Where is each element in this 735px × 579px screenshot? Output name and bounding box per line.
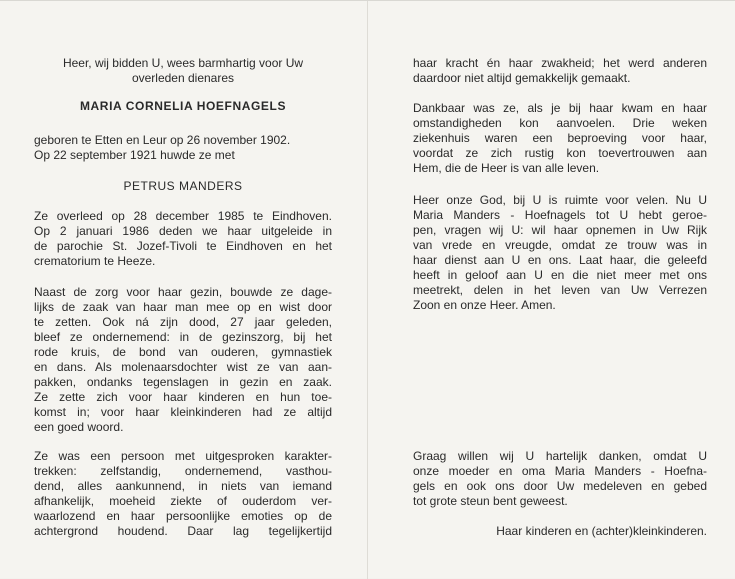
gratitude-line: Hem, die de Heer is van alle leven.	[413, 161, 600, 175]
character-line: dend, alles aankunnend, in niets van iemand	[34, 479, 332, 493]
death-line: crematorium te Heeze.	[34, 254, 156, 268]
thanks-line: tot grote steun bent geweest.	[413, 494, 568, 508]
character-paragraph	[34, 449, 332, 539]
life-line: en dans. Als molenaarsdochter wist ze van aan-	[34, 360, 332, 374]
gratitude-paragraph	[413, 101, 707, 176]
gratitude-line: ziekenhuis waren een beproeving voor haar,	[413, 131, 707, 145]
opening-line: Heer, wij bidden U, wees barmhartig voor Uw	[62, 56, 304, 70]
life-line: lijks de zaak van haar man mee op en wist door	[34, 300, 332, 314]
life-line: Naast de zorg voor haar gezin, bouwde ze dage-	[34, 285, 332, 299]
prayer-line: haar dienst aan U en ons. Laat haar, die geleefd	[413, 253, 707, 267]
continuation-line: daardoor niet altijd gemakkelijk gemaakt.	[413, 71, 631, 85]
character-line: afhankelijk, moeheid ziekte of ouderdom ver-	[34, 494, 332, 508]
prayer-paragraph	[413, 193, 707, 313]
life-line: Ze zette zich voor haar kinderen en hun toe-	[34, 390, 332, 404]
opening-prayer	[34, 56, 332, 86]
birth-line: geboren te Etten en Leur op 26 november 1902.	[34, 133, 291, 147]
death-line: de parochie St. Jozef-Tivoli te Eindhoven en het	[34, 239, 332, 253]
prayer-line: Maria Manders - Hoefnagels tot U hebt geroe-	[413, 208, 707, 222]
prayer-line: heeft in geloof aan U en die niet meer met ons	[413, 268, 707, 282]
character-line: trekken: zelfstandig, ondernemend, vasthou-	[34, 464, 332, 478]
death-paragraph	[34, 209, 332, 269]
continuation-line: haar kracht én haar zwakheid; het werd anderen	[413, 56, 707, 70]
gratitude-line: Dankbaar was ze, als je bij haar kwam en haar	[413, 101, 707, 115]
prayer-line: Heer onze God, bij U is ruimte voor velen. Nu U	[413, 193, 707, 207]
birth-line: Op 22 september 1921 huwde ze met	[34, 148, 235, 162]
life-line: pakken, ondanks tegenslagen in gezin en zaak.	[34, 375, 332, 389]
prayer-line: van vrede en vreugde, omdat ze trouw was in	[413, 238, 707, 252]
opening-line: overleden dienares	[131, 71, 235, 85]
thanks-line: onze moeder en oma Maria Manders - Hoefna-	[413, 464, 707, 478]
gratitude-line: voordat ze zich rustig kon toevertrouwen aan	[413, 146, 707, 160]
character-line: waarlozend en haar persoonlijke emoties op de	[34, 509, 332, 523]
life-line: rode kruis, de bond van ouderen, gymnastiek	[34, 345, 332, 359]
birth-paragraph	[34, 133, 332, 163]
thanks-line: gels en ook ons door Uw medeleven en gebed	[413, 479, 707, 493]
character-line: Ze was een persoon met uitgesproken karakter-	[34, 449, 332, 463]
death-line: Ze overleed op 28 december 1985 te Eindhoven.	[34, 209, 332, 223]
life-line: een goed woord.	[34, 420, 124, 434]
life-line: te zetten. Ook ná zijn dood, 27 jaar geleden,	[34, 315, 332, 329]
death-line: Op 2 januari 1986 deden we haar uitgeleide in	[34, 224, 332, 238]
life-line: bleef ze ondernemend: in de gezinszorg, bij het	[34, 330, 332, 344]
prayer-line: meetrekt, delen in het leven van Uw Verrezen	[413, 283, 707, 297]
character-line: achtergrond houdend. Daar lag tegelijkertijd	[34, 524, 332, 538]
prayer-line: pen, vragen wij U: wil haar opnemen in Uw Rijk	[413, 223, 707, 237]
thanks-line: Graag willen wij U hartelijk danken, omdat U	[413, 449, 707, 463]
thanks-paragraph	[413, 449, 707, 509]
continuation-paragraph	[413, 56, 707, 86]
deceased-name: MARIA CORNELIA HOEFNAGELS	[79, 99, 287, 113]
signature: Haar kinderen en (achter)kleinkinderen.	[496, 524, 707, 538]
life-line: komst in; voor haar kleinkinderen had ze altijd	[34, 405, 332, 419]
gratitude-line: omstandigheden kon aanvoelen. Drie weken	[413, 116, 707, 130]
prayer-line: Zoon en onze Heer. Amen.	[413, 298, 556, 312]
spouse-name: PETRUS MANDERS	[123, 179, 243, 193]
card-fold	[367, 1, 368, 579]
life-paragraph	[34, 285, 332, 435]
